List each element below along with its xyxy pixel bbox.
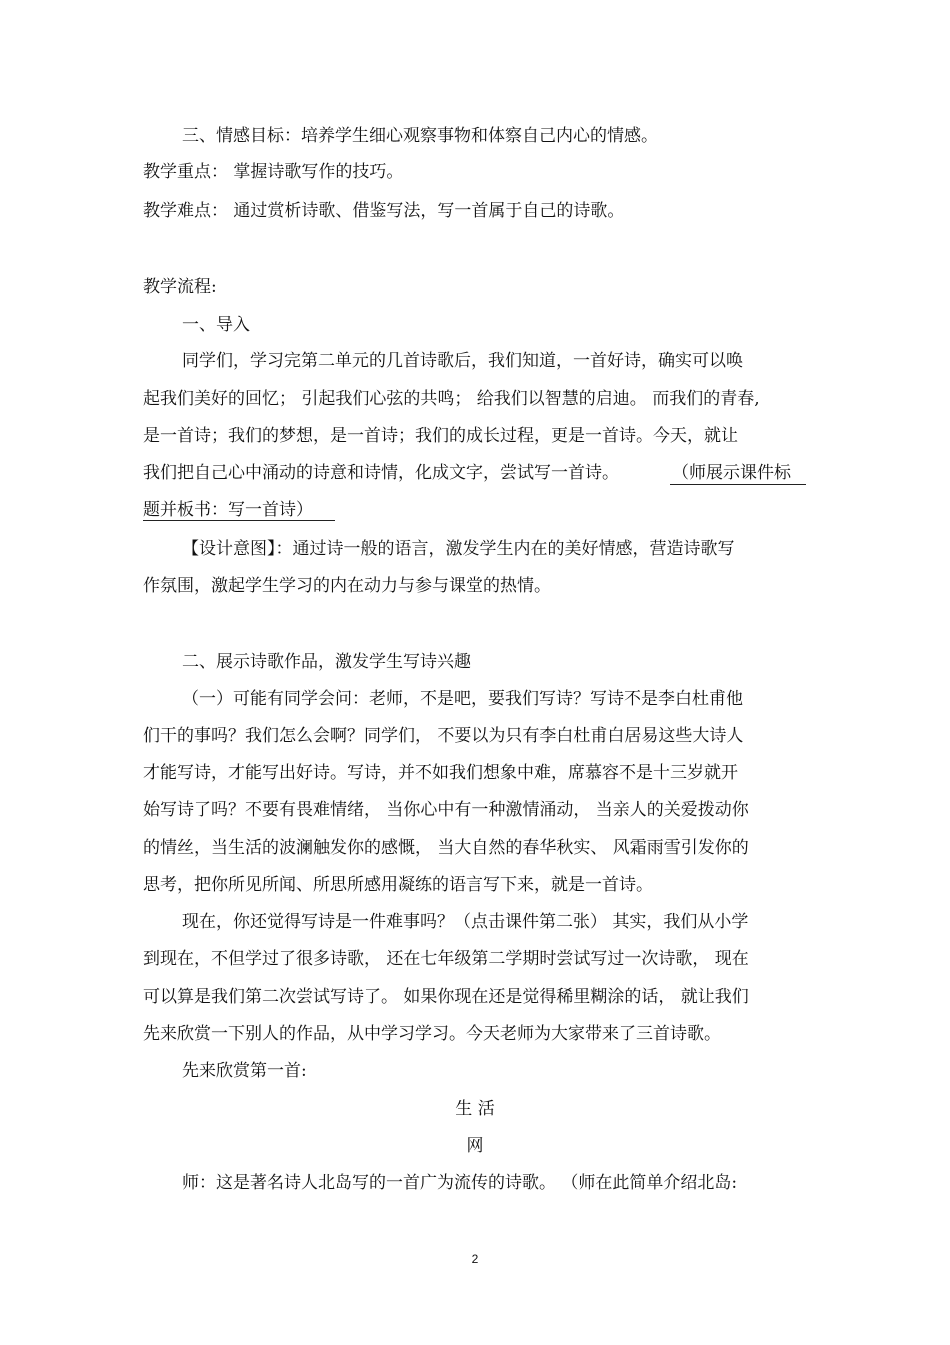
poem-body: 网 — [466, 1136, 484, 1156]
paragraph-line: 同学们，学习完第二单元的几首诗歌后，我们知道，一首好诗，确实可以唤 — [182, 351, 743, 371]
poem-title: 生 活 — [455, 1099, 495, 1119]
emotional-goal: 三、情感目标：培养学生细心观察事物和体察自己内心的情感。 — [182, 126, 658, 146]
paragraph-line: 始写诗了吗？不要有畏难情绪， 当你心中有一种激情涌动， 当亲人的关爱拨动你 — [143, 800, 749, 820]
paragraph-line: 先来欣赏一下别人的作品，从中学习学习。今天老师为大家带来了三首诗歌。 — [143, 1024, 721, 1044]
paragraph-line: 思考，把你所见所闻、所思所感用凝练的语言写下来，就是一首诗。 — [143, 875, 653, 895]
paragraph-line: 才能写诗，才能写出好诗。写诗，并不如我们想象中难，席慕容不是十三岁就开 — [143, 763, 738, 783]
paragraph-line: 可以算是我们第二次尝试写诗了。 如果你现在还是觉得稀里糊涂的话， 就让我们 — [143, 987, 749, 1007]
paragraph-line: （一）可能有同学会问：老师，不是吧，要我们写诗？写诗不是李白杜甫他 — [182, 689, 743, 709]
paragraph-line: 起我们美好的回忆； 引起我们心弦的共鸣； 给我们以智慧的启迪。 而我们的青春, — [143, 389, 760, 409]
paragraph-line: 先来欣赏第一首: — [182, 1061, 307, 1081]
paragraph-line: 是一首诗；我们的梦想，是一首诗；我们的成长过程，更是一首诗。今天，就让 — [143, 426, 738, 446]
page-number: 2 — [471, 1252, 479, 1266]
paragraph-line: 们干的事吗？我们怎么会啊？同学们， 不要以为只有李白杜甫白居易这些大诗人 — [143, 726, 744, 746]
teacher-note-part1: （师展示课件标 — [672, 463, 791, 483]
teaching-difficulty: 教学难点： 通过赏析诗歌、借鉴写法，写一首属于自己的诗歌。 — [143, 201, 625, 221]
design-intent-line: 【设计意图】：通过诗一般的语言，激发学生内在的美好情感，营造诗歌写 — [182, 539, 735, 559]
teacher-note-part2: 题并板书：写一首诗） — [143, 500, 313, 520]
teaching-flow-heading: 教学流程: — [143, 277, 217, 297]
section-1-title: 一、导入 — [182, 315, 250, 335]
design-intent-line: 作氛围，激起学生学习的内在动力与参与课堂的热情。 — [143, 576, 551, 596]
paragraph-line: 现在，你还觉得写诗是一件难事吗？（点击课件第二张） 其实，我们从小学 — [182, 912, 749, 932]
teacher-line: 师：这是著名诗人北岛写的一首广为流传的诗歌。 （师在此简单介绍北岛: — [182, 1173, 738, 1193]
note-underline — [143, 520, 335, 521]
paragraph-line: 的情丝，当生活的波澜触发你的感慨， 当大自然的春华秋实、 风霜雨雪引发你的 — [143, 838, 749, 858]
teaching-key-point: 教学重点： 掌握诗歌写作的技巧。 — [143, 162, 404, 182]
note-underline — [670, 484, 806, 485]
paragraph-line: 我们把自己心中涌动的诗意和诗情，化成文字，尝试写一首诗。 — [143, 463, 619, 483]
paragraph-line: 到现在，不但学过了很多诗歌， 还在七年级第二学期时尝试写过一次诗歌， 现在 — [143, 949, 749, 969]
section-2-title: 二、展示诗歌作品，激发学生写诗兴趣 — [182, 652, 471, 672]
